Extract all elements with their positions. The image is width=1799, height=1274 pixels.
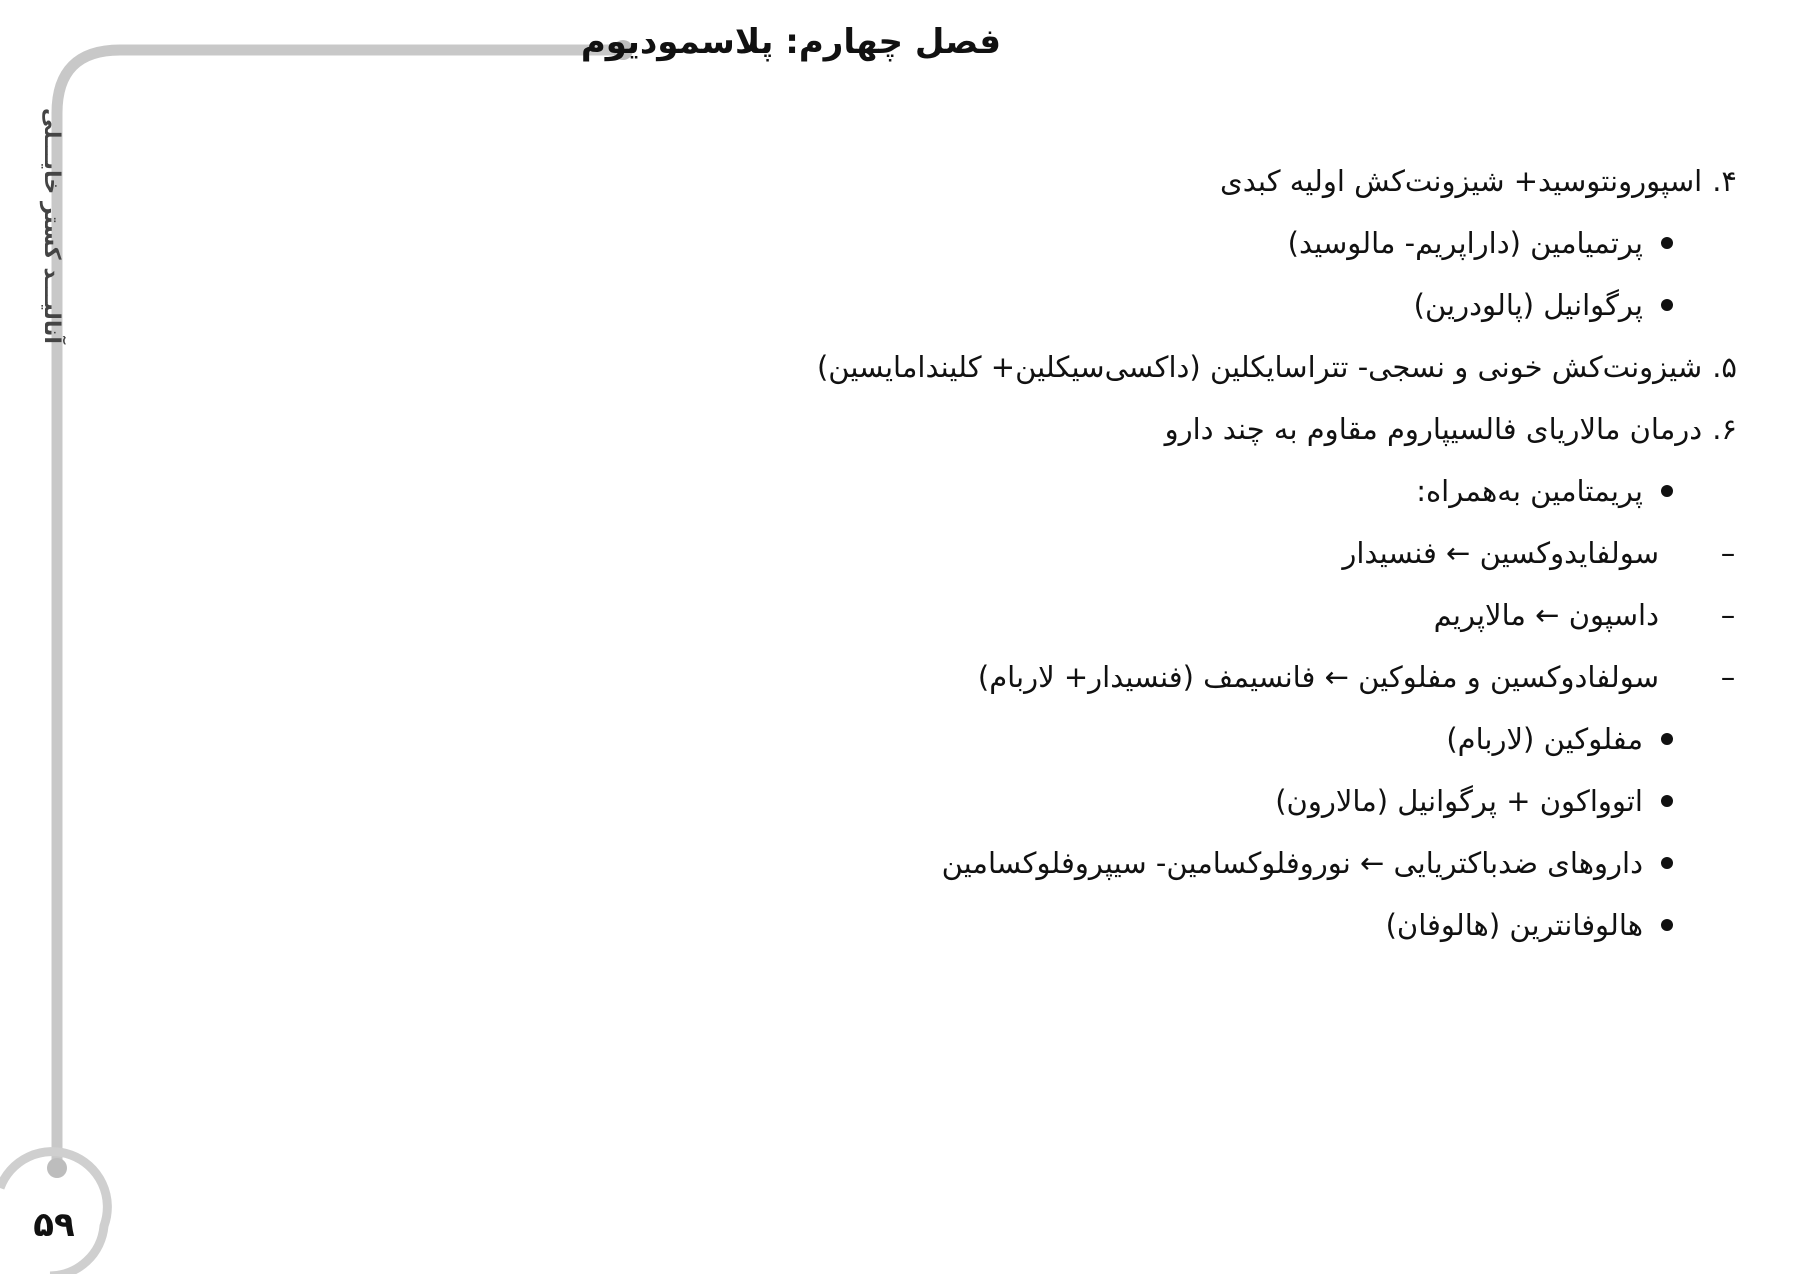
bullet-item <box>737 212 1737 274</box>
bullet-item <box>737 708 1737 770</box>
bullet-item <box>737 274 1737 336</box>
item-number: ۴. <box>1712 164 1737 198</box>
item-text: پريمتامين به‌همراه: <box>1416 474 1643 508</box>
frame-end-dot-bottom <box>47 1158 67 1178</box>
numbered-item <box>737 150 1737 212</box>
bullet-item <box>737 770 1737 832</box>
bullet-item <box>737 832 1737 894</box>
dash-marker: – <box>1720 536 1736 570</box>
bullet-item <box>737 460 1737 522</box>
bullet-marker <box>1661 485 1673 497</box>
bullet-marker <box>1661 795 1673 807</box>
dash-item <box>737 646 1737 708</box>
item-text: مفلوكين (لاربام) <box>1446 722 1643 756</box>
bullet-marker <box>1661 237 1673 249</box>
bullet-marker <box>1661 857 1673 869</box>
item-text: هالوفانترين (هالوفان) <box>1385 908 1643 942</box>
bullet-item <box>737 894 1737 956</box>
item-text: شيزونت‌كش خونی و نسجی- تتراسايكلين (داكسی‌سيكلين+ كليندامايسين) <box>816 350 1703 384</box>
dash-item <box>737 584 1737 646</box>
item-text: اسپورونتوسيد+ شيزونت‌كش اوليه كبدی <box>1220 164 1703 198</box>
item-text: داروهای ضدباكتريايی ← نوروفلوكسامين- سيپروفلوكسامين <box>941 846 1643 880</box>
item-number: ۵. <box>1712 350 1737 384</box>
dash-marker: – <box>1720 598 1736 632</box>
side-running-label: آناليـــد كستر خايـــلى <box>39 108 64 344</box>
item-number: ۶. <box>1712 412 1737 446</box>
item-text: درمان مالاريای فالسيپاروم مقاوم به چند دارو <box>1164 412 1703 446</box>
content-list <box>737 150 1737 956</box>
item-text: سولفايدوكسين ← فنسيدار <box>1342 536 1659 570</box>
dash-item <box>737 522 1737 584</box>
numbered-item <box>737 336 1737 398</box>
item-text: داسپون ← مالاپريم <box>1433 598 1659 632</box>
item-text: سولفادوكسين و مفلوكين ← فانسيمف (فنسيدار+ لاربام) <box>977 660 1659 694</box>
bullet-marker <box>1661 299 1673 311</box>
numbered-item <box>737 398 1737 460</box>
bullet-marker <box>1661 919 1673 931</box>
item-text: پرتميامين (داراپريم- مالوسيد) <box>1287 226 1643 260</box>
frame-bracket-line <box>57 50 623 1168</box>
item-text: اتوواكون + پرگوانيل (مالارون) <box>1275 784 1643 818</box>
bullet-marker <box>1661 733 1673 745</box>
chapter-title: فصل چهارم: پلاسموديوم <box>580 22 1001 62</box>
page-number: ۵۹ <box>33 1205 75 1245</box>
dash-marker: – <box>1720 660 1736 694</box>
item-text: پرگوانيل (پالودرين) <box>1413 288 1643 322</box>
